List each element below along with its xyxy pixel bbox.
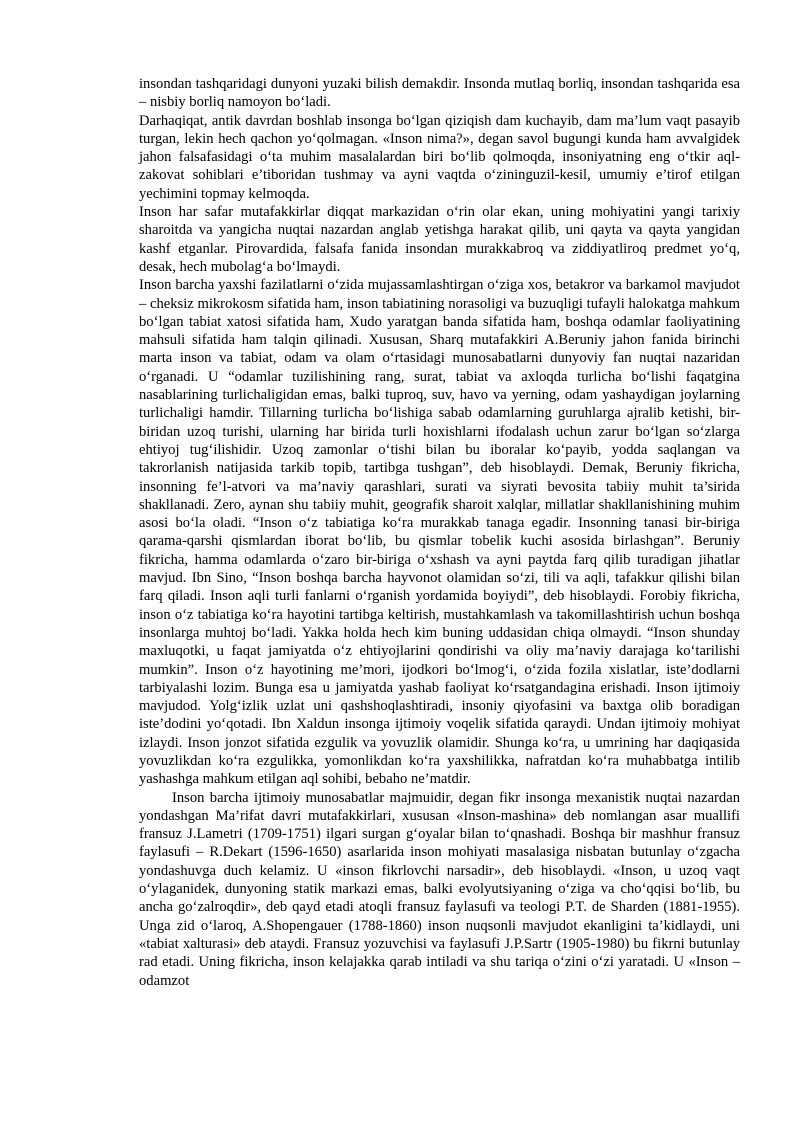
paragraph: insondan tashqaridagi dunyoni yuzaki bilish demakdir. Insonda mutlaq borliq, insondan tashqarida esa – nisbiy borliq namoyon bo‘ladi. xyxy=(139,76,740,111)
paragraph: Darhaqiqat, antik davrdan boshlab insonga bo‘lgan qiziqish dam kuchayib, dam ma’lum vaqt pasayib turgan, lekin hech qachon yo‘qolmagan. «Inson nima?», degan savol bugungi kunda ham avvalgidek jahon falsafasidagi o‘ta muhim masalalardan biri bo‘lib qolmoqda, insoniyatning eng o‘tkir aql-zakovat sohiblari e’tiboridan tushmay va ayni vaqtda o‘zininguzil-kesil, umumiy e’tirof etilgan yechimini topmay kelmoqda. xyxy=(139,112,740,202)
paragraph: Inson barcha yaxshi fazilatlarni o‘zida mujassamlashtirgan o‘ziga xos, betakror va barkamol mavjudot – cheksiz mikrokosm sifatida ham, inson tabiatining norasoligi va buzuqligi tufayli halokatga mahkum bo‘lgan tabiat xatosi sifatida ham, Xudo yaratgan banda sifatida ham, boshqa odamlar faoliyatining mahsuli sifatida ham talqin qilinadi. Xususan, Sharq mutafakkiri A.Beruniy jahon fanida birinchi marta inson va tabiat, odam va olam o‘rtasidagi munosabatlarni dunyoviy fan nuqtai nazaridan o‘rganadi. U “odamlar tuzilishining rang, surat, tabiat va axloqda turlicha bo‘lishi faqatgina nasablarining turlichaligidan emas, balki tuproq, suv, havo va yerning, odam yashaydigan joylarning turlichaligi hamdir. Tillarning turlicha bo‘lishiga sabab odamlarning guruhlarga ajralib ketishi, bir-biridan uzoq turishi, ularning har birida turli hoxishlarni ifodalash uchun zarur bo‘lgan so‘zlarga ehtiyoj tug‘ilishidir. Uzoq zamonlar o‘tishi bilan bu iboralar ko‘payib, yodda saqlangan va takrorlanish natijasida tarkib topib, tartibga tushgan”, deb hisoblaydi. Demak, Beruniy fikricha, insonning fe’l-atvori va ma’naviy qarashlari, surati va siyrati bevosita tabiiy muhit ta’sirida shakllanadi. Zero, aynan shu tabiiy muhit, geografik sharoit xalqlar, millatlar shakllanishining muhim asosi bo‘la oladi. “Inson o‘z tabiatiga ko‘ra murakkab tanaga egadir. Insonning tanasi bir-biriga qarama-qarshi qismlardan iborat bo‘lib, bu qismlar tobelik kuchi asosida birlashgan”. Beruniy fikricha, hamma odamlarda o‘zaro bir-biriga o‘xshash va ayni paytda farq qilib turadigan jihatlar mavjud. Ibn Sino, “Inson boshqa barcha hayvonot olamidan so‘zi, tili va aqli, tafakkur qilishi bilan farq qiladi. Inson aqli turli fanlarni o‘rganish yordamida boyiydi”, deb hisoblaydi. Forobiy fikricha, inson o‘z tabiatiga ko‘ra hayotini tartibga keltirish, mustahkamlash va takomillashtirish uchun boshqa insonlarga muhtoj bo‘ladi. Yakka holda hech kim buning uddasidan chiqa olmaydi. “Inson shunday maxluqotki, u faqat jamiyatda o‘z ehtiyojlarini qondirishi va oliy ma’naviy darajaga ko‘tarilishi mumkin”. Inson o‘z hayotining me’mori, ijodkori bo‘lmog‘i, o‘zida fozila xislatlar, iste’dodlarni tarbiyalashi lozim. Bunga esa u jamiyatda yashab faoliyat ko‘rsatgandagina erishadi. Inson ijtimoiy mavjudod. Yolg‘izlik uzlat uni qashshoqlashtiradi, insoniy qiyofasini va baxtga olib boradigan iste’dodini yo‘qotadi. Ibn Xaldun insonga ijtimoiy voqelik sifatida qaraydi. Undan ijtimoiy mohiyat izlaydi. Inson jonzot sifatida ezgulik va yovuzlik olamidir. Shunga ko‘ra, u umrining har daqiqasida yovuzlikdan ko‘ra ezgulikka, yomonlikdan ko‘ra yaxshilikka, nafratdan ko‘ra muhabbatga intilib yashashga mahkum etilgan aql sohibi, bebaho ne’matdir. xyxy=(139,277,740,788)
paragraph: Inson har safar mutafakkirlar diqqat markazidan o‘rin olar ekan, uning mohiyatini yangi tarixiy sharoitda va yangicha nuqtai nazardan anglab yetishga harakat qilib, uni qayta va qayta yangidan kashf etganlar. Pirovardida, falsafa fanida insondan murakkabroq va ziddiyatliroq predmet yo‘q, desak, hech mubolag‘a bo‘lmaydi. xyxy=(139,204,740,275)
document-page xyxy=(139,75,740,990)
paragraph: Inson barcha ijtimoiy munosabatlar majmuidir, degan fikr insonga mexanistik nuqtai nazardan yondashgan Ma’rifat davri mutafakkirlari, xususan «Inson-mashina» deb nomlangan asar muallifi fransuz J.Lametri (1709-1751) ilgari surgan g‘oyalar bilan to‘qnashadi. Boshqa bir mashhur fransuz faylasufi – R.Dekart (1596-1650) asarlarida inson mohiyati masalasiga nisbatan butunlay o‘zgacha yondashuvga duch kelamiz. U «inson fikrlovchi narsadir», deb hisoblaydi. «Inson, u uzoq vaqt o‘ylaganidek, dunyoning statik markazi emas, balki evolyutsiyaning o‘ziga va cho‘qqisi bo‘lib, bu ancha go‘zalroqdir», deb qayd etadi atoqli fransuz faylasufi va teologi P.T. de Sharden (1881-1955). Unga zid o‘laroq, A.Shopengauer (1788-1860) inson nuqsonli mavjudot ekanligini ta’kidlaydi, uni «tabiat xalturasi» deb ataydi. Fransuz yozuvchisi va faylasufi J.P.Sartr (1905-1980) bu fikrni butunlay rad etadi. Uning fikricha, inson kelajakka qarab intiladi va shu tariqa o‘zini o‘zi yaratadi. U «Inson – odamzot xyxy=(139,789,740,989)
